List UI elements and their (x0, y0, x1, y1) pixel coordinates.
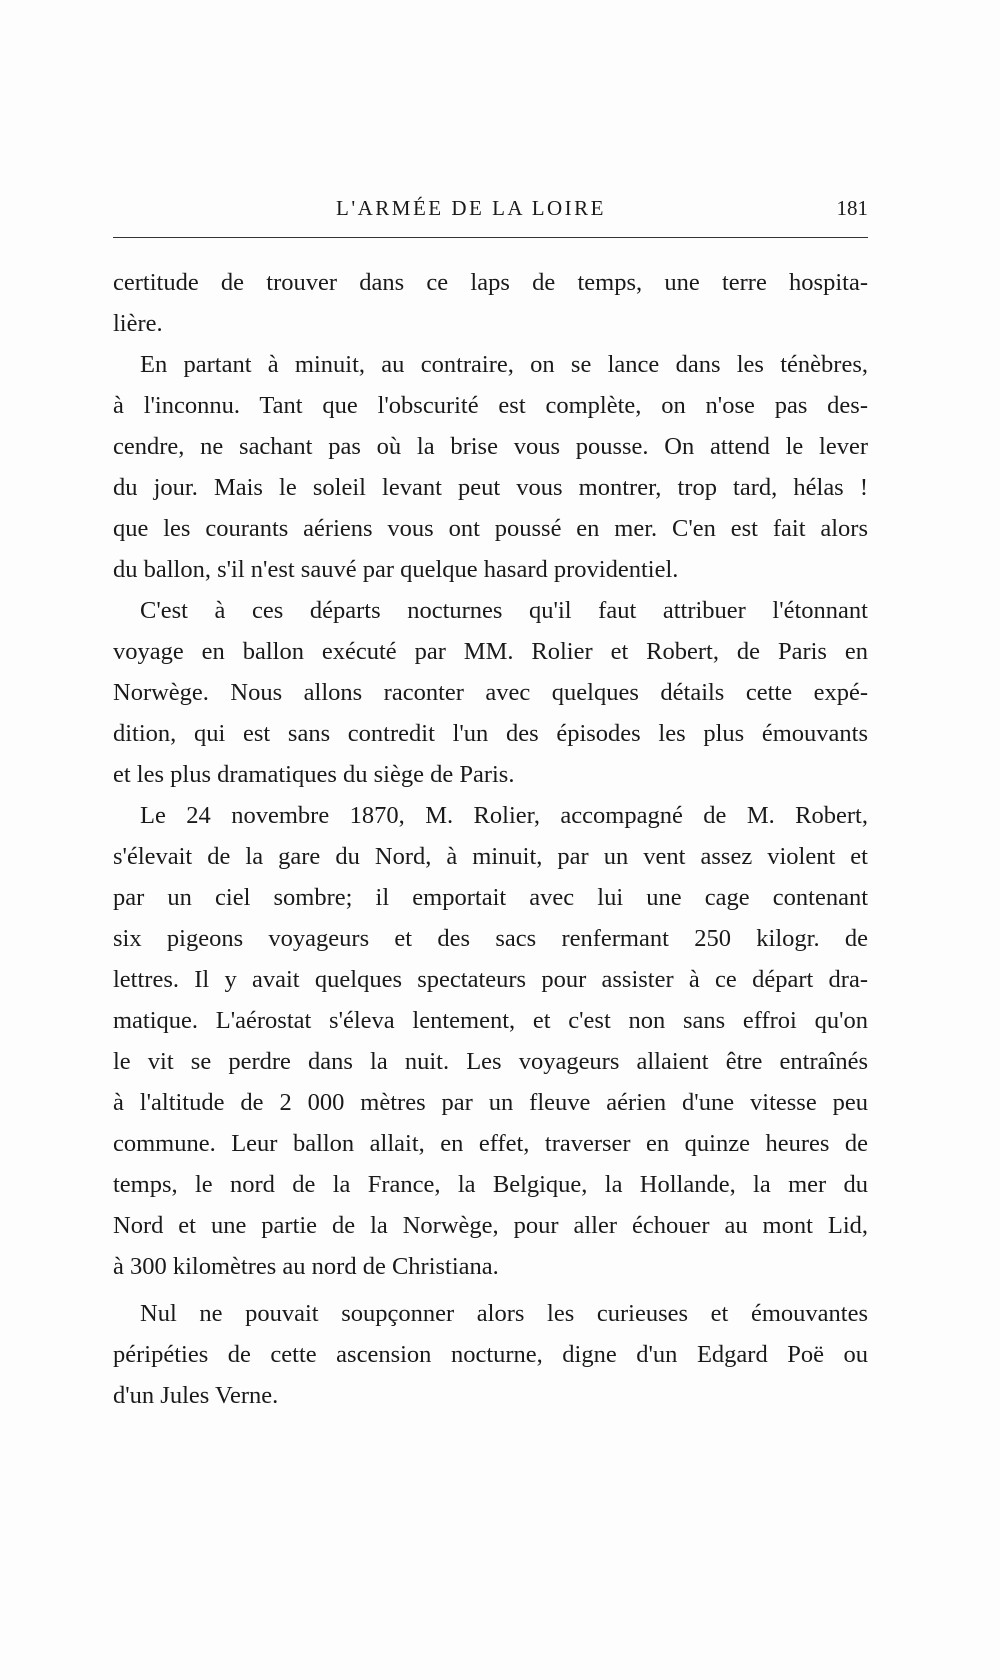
text-line: du ballon, s'il n'est sauvé par quelque hasard providentiel. (113, 556, 679, 583)
text-line: voyage en ballon exécuté par MM. Rolier et Robert, de Paris en (113, 638, 868, 665)
text-line: lière. (113, 310, 163, 337)
header-rule (113, 237, 868, 238)
text-line: à 300 kilomètres au nord de Christiana. (113, 1253, 499, 1280)
text-line: six pigeons voyageurs et des sacs renfermant 250 kilogr. de (113, 925, 868, 952)
text-line: En partant à minuit, au contraire, on se lance dans les ténèbres, (140, 351, 868, 378)
text-line: et les plus dramatiques du siège de Paris. (113, 761, 515, 788)
text-line: commune. Leur ballon allait, en effet, traverser en quinze heures de (113, 1130, 868, 1157)
text-line: à l'inconnu. Tant que l'obscurité est complète, on n'ose pas des- (113, 392, 868, 419)
text-line: d'un Jules Verne. (113, 1382, 279, 1409)
body-text (113, 262, 868, 1416)
text-line: Nord et une partie de la Norwège, pour aller échouer au mont Lid, (113, 1212, 868, 1239)
text-line: du jour. Mais le soleil levant peut vous montrer, trop tard, hélas ! (113, 474, 868, 501)
text-line: par un ciel sombre; il emportait avec lui une cage contenant (113, 884, 868, 911)
page-header (113, 196, 868, 226)
text-line: temps, le nord de la France, la Belgique, la Hollande, la mer du (113, 1171, 868, 1198)
text-line: Nul ne pouvait soupçonner alors les curieuses et émouvantes (140, 1300, 868, 1327)
paragraph (113, 590, 868, 795)
text-line: s'élevait de la gare du Nord, à minuit, par un vent assez violent et (113, 843, 868, 870)
text-line: cendre, ne sachant pas où la brise vous pousse. On attend le lever (113, 433, 868, 460)
text-line: dition, qui est sans contredit l'un des épisodes les plus émouvants (113, 720, 868, 747)
text-line: lettres. Il y avait quelques spectateurs pour assister à ce départ dra- (113, 966, 868, 993)
text-line: Norwège. Nous allons raconter avec quelques détails cette expé- (113, 679, 868, 706)
page-number: 181 (836, 196, 868, 220)
text-line: C'est à ces départs nocturnes qu'il faut attribuer l'étonnant (140, 597, 868, 624)
paragraph (113, 795, 868, 1287)
paragraph (113, 262, 868, 344)
text-line: le vit se perdre dans la nuit. Les voyageurs allaient être entraînés (113, 1048, 868, 1075)
paragraph (113, 344, 868, 590)
text-line: matique. L'aérostat s'éleva lentement, et c'est non sans effroi qu'on (113, 1007, 868, 1034)
text-line: certitude de trouver dans ce laps de temps, une terre hospita- (113, 269, 868, 296)
running-title: L'ARMÉE DE LA LOIRE (336, 196, 607, 220)
text-line: que les courants aériens vous ont poussé en mer. C'en est fait alors (113, 515, 868, 542)
paragraph (113, 1293, 868, 1416)
text-line: Le 24 novembre 1870, M. Rolier, accompagné de M. Robert, (140, 802, 868, 829)
text-line: à l'altitude de 2 000 mètres par un fleuve aérien d'une vitesse peu (113, 1089, 868, 1116)
text-line: péripéties de cette ascension nocturne, digne d'un Edgard Poë ou (113, 1341, 868, 1368)
